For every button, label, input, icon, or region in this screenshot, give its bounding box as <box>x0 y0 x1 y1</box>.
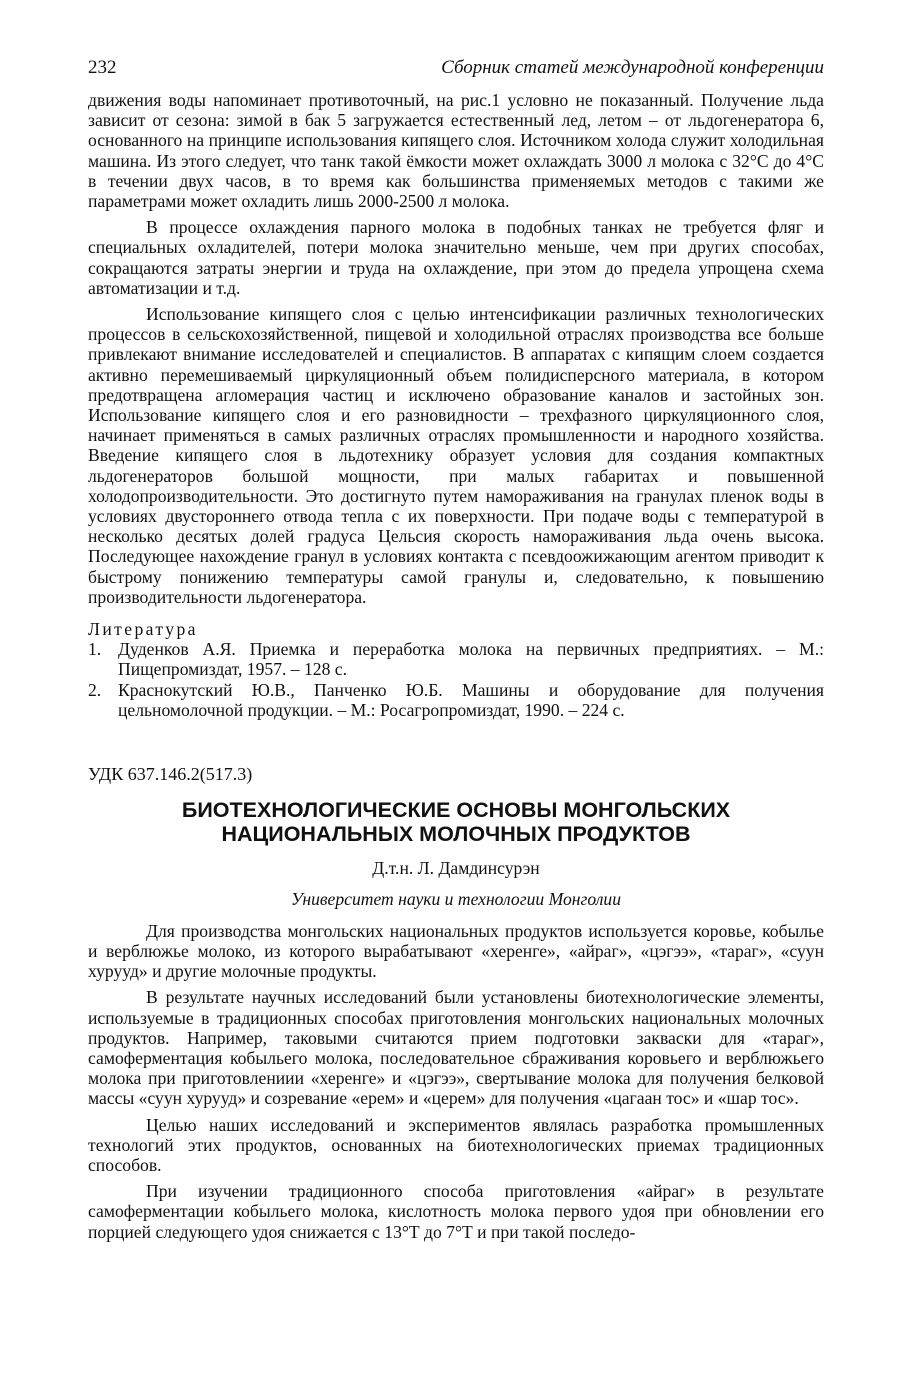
reference-number: 1. <box>88 639 102 660</box>
reference-text: Краснокутский Ю.В., Панченко Ю.Б. Машины и оборудование для получения цельномолочной продукции. – М.: Росагропромиздат, 1990. – 224 с. <box>118 679 824 720</box>
paragraph: Целью наших исследований и экспериментов являлась разработка промышленных технологий этих продуктов, основанных на биотехнологических приемах традиционных способов. <box>88 1114 824 1175</box>
reference-list <box>88 639 824 720</box>
paragraph: В процессе охлаждения парного молока в подобных танках не требуется фляг и специальных охладителей, потери молока значительно меньше, чем при других способах, сокращаются затраты энергии и труда на охлаждение, при этом до предела упрощена схема автоматизации и т.д. <box>88 217 824 298</box>
article-affiliation: Университет науки и технологии Монголии <box>290 888 622 909</box>
article-author: Д.т.н. Л. Дамдинсурэн <box>372 858 540 879</box>
page-header <box>88 58 824 90</box>
article-title-line: НАЦИОНАЛЬНЫХ МОЛОЧНЫХ ПРОДУКТОВ <box>221 822 691 847</box>
paragraph: Использование кипящего слоя с целью интенсификации различных технологических процессов в сельскохозяйственной, пищевой и холодильной отраслях производства все больше привлекают внимание исследователей и специалистов. В аппаратах с кипящим слоем создается активно перемешиваемый циркуляционный объем полидисперсного материала, в котором предотвращена агломерация частиц и исключено образование каналов и застойных зон. Использование кипящего слоя и его разновидности – трехфазного циркуляционного слоя, начинает применяться в самых различных отраслях промышленности и народного хозяйства. Введение кипящего слоя в льдотехнику образует условия для создания компактных льдогенераторов большой мощности, при малых габаритах и повышенной холодопроизводительности. Это достигнуто путем намораживания на гранулах пленок воды в условиях двустороннего отвода тепла с их поверхности. При подаче воды с температурой в несколько десятых долей градуса Цельсия скорость намораживания льда очень высока. Последующее нахождение гранул в условиях контакта с псевдоожижающим агентом приводит к быстрому понижению температуры самой гранулы и, следовательно, к повышению производительности льдогенератора. <box>88 304 824 607</box>
udk-code: УДК 637.146.2(517.3) <box>88 764 253 785</box>
reference-item <box>88 680 824 720</box>
article-title-line: БИОТЕХНОЛОГИЧЕСКИЕ ОСНОВЫ МОНГОЛЬСКИХ <box>181 798 731 823</box>
running-title: Сборник статей международной конференции <box>441 57 824 78</box>
page-number: 232 <box>88 57 117 78</box>
document-page <box>88 58 824 1242</box>
article-title <box>88 798 824 846</box>
paragraph: В результате научных исследований были установлены биотехнологические элементы, используемые в традиционных способах приготовления монгольских национальных молочных продуктов. Например, таковыми считаются прием подготовки закваски для «тараг», самоферментация кобыльего молока, последовательное сбраживания коровьего и верблюжьего молока при приготовлениии «херенге» и «цэгээ», свертывание молока для получения белковой массы «суун хурууд» и созревание «ерем» и «церем» для получения «цагаан тос» и «шар тос». <box>88 987 824 1109</box>
literature-heading: Литература <box>88 619 198 640</box>
reference-item <box>88 639 824 679</box>
paragraph: При изучении традиционного способа приготовления «айраг» в результате самоферментации кобыльего молока, кислотность молока первого удоя при обновлении его порцией следующего удоя снижается с 13°Т до 7°Т и при такой последо- <box>88 1181 824 1242</box>
paragraph: движения воды напоминает противоточный, на рис.1 условно не показанный. Получение льда зависит от сезона: зимой в бак 5 загружается естественный лед, летом – от льдогенератора 6, основанного на принципе использования кипящего слоя. Источником холода служит холодильная машина. Из этого следует, что танк такой ёмкости может охлаждать 3000 л молока с 32°С до 4°С в течении двух часов, в то время как большинства применяемых методов с такими же параметрами может охладить лишь 2000-2500 л молока. <box>88 90 824 212</box>
paragraph: Для производства монгольских национальных продуктов используется коровье, кобылье и верблюжье молоко, из которого вырабатывают «херенге», «айраг», «цэгээ», «тараг», «суун хурууд» и другие молочные продукты. <box>88 920 824 982</box>
reference-text: Дуденков А.Я. Приемка и переработка молока на первичных предприятиях. – М.: Пищепромиздат, 1957. – 128 с. <box>118 639 824 680</box>
reference-number: 2. <box>88 679 102 700</box>
